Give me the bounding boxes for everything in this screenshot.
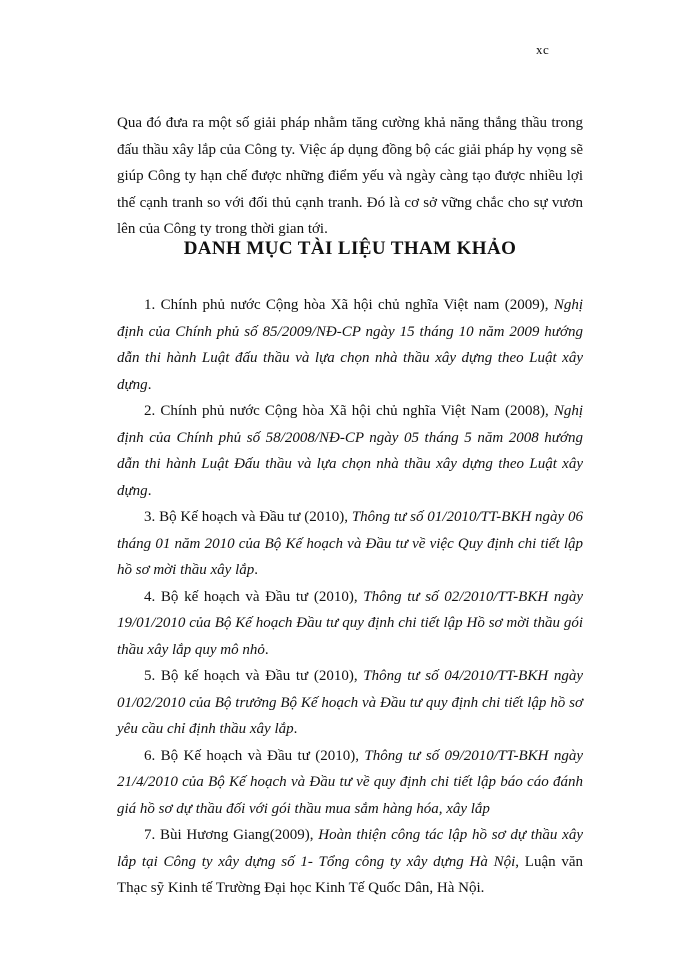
reference-item xyxy=(117,663,583,743)
reference-lead: 6. Bộ Kế hoạch và Đầu tư (2010), xyxy=(144,747,365,764)
intro-paragraph: Qua đó đưa ra một số giải pháp nhằm tăng cường khả năng thắng thầu trong đấu thầu xây lắp của Công ty. Việc áp dụng đồng bộ các giải pháp hy vọng sẽ giúp Công ty hạn chế được những điểm yếu và ngày càng tạo được nhiều lợi thế cạnh tranh so với đối thủ cạnh tranh. Đó là cơ sở vững chắc cho sự vươn lên của Công ty trong thời gian tới. xyxy=(117,115,583,237)
reference-work-title: Nghị định của Chính phủ số 58/2008/NĐ-CP ngày 05 tháng 5 năm 2008 hướng dẫn thi hành Luật Đấu thầu và lựa chọn nhà thầu xây dựng theo Luật xây dựng xyxy=(117,403,583,499)
reference-lead: 3. Bộ Kế hoạch và Đầu tư (2010), xyxy=(144,509,352,525)
reference-item xyxy=(117,822,583,902)
reference-lead: 4. Bộ kế hoạch và Đầu tư (2010), xyxy=(144,588,364,605)
reference-item xyxy=(117,504,583,584)
header-mark: xc xyxy=(536,42,550,57)
reference-work-title: Thông tư số 09/2010/TT-BKH ngày 21/4/2010 của Bộ Kế hoạch và Đầu tư về quy định chi tiết lập báo cáo đánh giá hồ sơ dự thầu đối với gói thầu mua sắm hàng hóa, xây lắp xyxy=(117,747,583,817)
reference-tail: . xyxy=(147,482,152,499)
reference-tail: . xyxy=(147,376,152,393)
reference-work-title: Thông tư số 02/2010/TT-BKH ngày 19/01/2010 của Bộ Kế hoạch Đầu tư quy định chi tiết lập Hồ sơ mời thầu gói thầu xây lắp quy mô nhỏ xyxy=(117,588,583,658)
reference-work-title: Thông tư số 01/2010/TT-BKH ngày 06 tháng 01 năm 2010 của Bộ Kế hoạch và Đầu tư về việc Quy định chi tiết lập hồ sơ mời thầu xây lắp xyxy=(117,509,583,578)
references-title: DANH MỤC TÀI LIỆU THAM KHẢO xyxy=(183,238,517,259)
reference-work-title: Nghị định của Chính phủ số 85/2009/NĐ-CP ngày 15 tháng 10 năm 2009 hướng dẫn thi hành Luật đấu thầu và lựa chọn nhà thầu xây dựng theo Luật xây dựng xyxy=(117,297,583,393)
reference-item xyxy=(117,398,583,504)
reference-item xyxy=(117,292,583,398)
reference-tail: . xyxy=(264,641,269,658)
reference-work-title: Thông tư số 04/2010/TT-BKH ngày 01/02/2010 của Bộ trưởng Bộ Kế hoạch và Đầu tư quy định chi tiết lập hồ sơ yêu cầu chỉ định thầu xây lắp xyxy=(117,668,583,737)
reference-tail: , Luận văn Thạc sỹ Kinh tế Trường Đại học Kinh Tế Quốc Dân, Hà Nội. xyxy=(117,853,583,896)
reference-lead: 2. Chính phủ nước Cộng hòa Xã hội chủ nghĩa Việt Nam (2008), xyxy=(144,403,554,419)
references-list xyxy=(117,292,583,902)
reference-tail: . xyxy=(254,562,258,578)
reference-work-title: Hoàn thiện công tác lập hồ sơ dự thầu xây lắp tại Công ty xây dựng số 1- Tổng công ty xây dựng Hà Nội xyxy=(117,827,583,870)
reference-lead: 1. Chính phủ nước Cộng hòa Xã hội chủ nghĩa Việt nam (2009), xyxy=(144,297,554,313)
reference-lead: 5. Bộ kế hoạch và Đầu tư (2010), xyxy=(144,668,364,684)
reference-item xyxy=(117,743,583,823)
reference-tail: . xyxy=(293,721,298,737)
reference-item xyxy=(117,584,583,664)
reference-lead: 7. Bùi Hương Giang(2009), xyxy=(144,827,319,843)
